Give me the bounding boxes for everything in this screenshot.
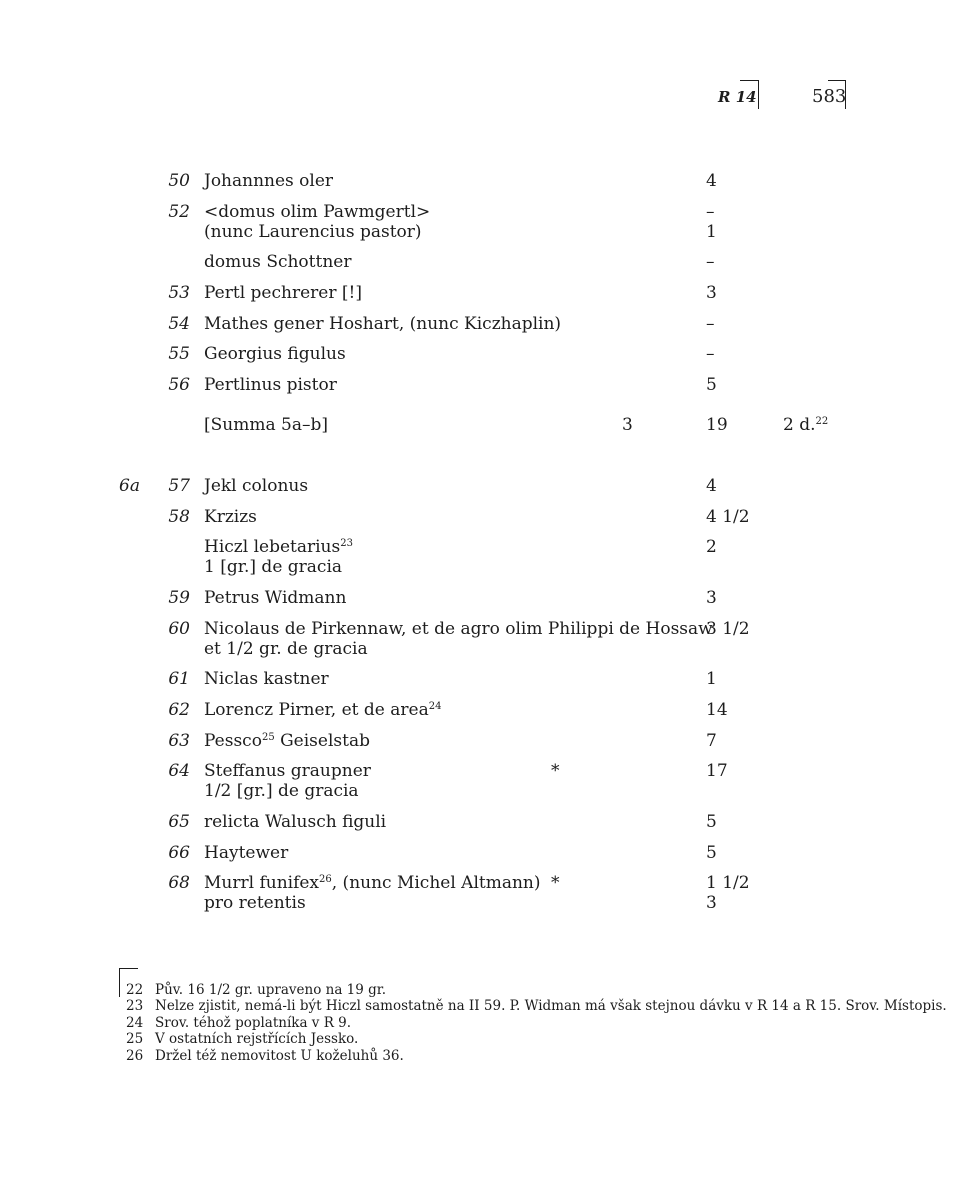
entry-value: 4	[706, 476, 717, 496]
entry-name: Nicolaus de Pirkennaw, et de agro olim Philippi de Hossaw	[204, 619, 713, 639]
footnote-text: V ostatních rejstřících Jessko.	[155, 1031, 359, 1047]
footnote-text: Nelze zjistit, nemá-li být Hiczl samostatně na II 59. P. Widman má však stejnou dávku v R 14 a R 15. Srov. Místopis.	[155, 998, 947, 1014]
footnote-text: Srov. téhož poplatníka v R 9.	[155, 1015, 352, 1031]
entry-number: 57	[168, 476, 190, 496]
entry-value: 7	[706, 731, 717, 751]
entry-name: Jekl colonus	[204, 476, 309, 496]
entry-number: 56	[168, 375, 190, 395]
sum-denarii: 2 d.$^{22}$	[783, 415, 829, 435]
entry-value: 19	[706, 415, 728, 435]
entry-name: Hiczl lebetarius$^{23}$	[204, 537, 353, 557]
entry-name: 1 [gr.] de gracia	[204, 557, 343, 577]
footnote-number: 23	[126, 998, 144, 1014]
entry-name: Petrus Widmann	[204, 588, 347, 608]
entry-number: 50	[168, 171, 190, 191]
entry-value: 2	[706, 537, 717, 557]
entry-name: Pessco$^{25}$ Geiselstab	[204, 731, 370, 751]
entry-name: Georgius figulus	[204, 344, 346, 364]
footnote-text: Pův. 16 1/2 gr. upraveno na 19 gr.	[155, 982, 387, 998]
entry-value: –	[706, 252, 715, 272]
entry-value: 5	[706, 843, 717, 863]
entry-value: 14	[706, 700, 728, 720]
entry-name: Murrl funifex$^{26}$, (nunc Michel Altmann)	[204, 873, 541, 893]
running-header-ref: R 14	[718, 88, 757, 106]
entry-number: 52	[168, 202, 190, 222]
footnote-number: 22	[126, 982, 144, 998]
page-number: 583	[812, 86, 847, 107]
entry-value: –	[706, 314, 715, 334]
entry-name: Krzizs	[204, 507, 257, 527]
footnote-number: 24	[126, 1015, 144, 1031]
entry-number: 58	[168, 507, 190, 527]
entry-name: (nunc Laurencius pastor)	[204, 222, 422, 242]
entry-name: Haytewer	[204, 843, 289, 863]
entry-name: Niclas kastner	[204, 669, 329, 689]
entry-number: 66	[168, 843, 190, 863]
entry-number: 54	[168, 314, 190, 334]
footnote-text: Držel též nemovitost U koželuhů 36.	[155, 1048, 404, 1064]
entry-name: <domus olim Pawmgertl>	[204, 202, 431, 222]
entry-number: 68	[168, 873, 190, 893]
footnote-number: 26	[126, 1048, 144, 1064]
header-bracket	[828, 80, 846, 109]
entry-name: Pertl pechrerer [!]	[204, 283, 362, 303]
entry-number: 60	[168, 619, 190, 639]
entry-name: 1/2 [gr.] de gracia	[204, 781, 359, 801]
entry-name: Pertlinus pistor	[204, 375, 337, 395]
entry-name: Steffanus graupner	[204, 761, 371, 781]
footnote-ref: 23	[340, 538, 353, 549]
entry-name: et 1/2 gr. de gracia	[204, 639, 368, 659]
header-bracket	[740, 80, 759, 109]
entry-name: Johannnes oler	[204, 171, 334, 191]
entry-value: 5	[706, 375, 717, 395]
footnote-ref: 24	[428, 701, 442, 712]
entry-name: domus Schottner	[204, 252, 352, 272]
entry-value: 3 1/2	[706, 619, 750, 639]
entry-value: 1	[706, 222, 717, 242]
entry-value: 1 1/2	[706, 873, 750, 893]
entry-number: 64	[168, 761, 190, 781]
entry-name: Mathes gener Hoshart, (nunc Kiczhaplin)	[204, 314, 562, 334]
entry-number: 59	[168, 588, 190, 608]
asterisk-mark: *	[551, 761, 560, 781]
entry-value: 4	[706, 171, 717, 191]
entry-value: 5	[706, 812, 717, 832]
footnote-ref: 22	[815, 416, 829, 427]
footnote-ref: 25	[261, 732, 275, 743]
entry-name: [Summa 5a–b]	[204, 415, 328, 435]
entry-number: 62	[168, 700, 190, 720]
section-label: 6a	[119, 476, 140, 496]
entry-number: 63	[168, 731, 190, 751]
entry-number: 53	[168, 283, 190, 303]
entry-name: pro retentis	[204, 893, 306, 913]
entry-value: 17	[706, 761, 728, 781]
entry-value: 3	[706, 893, 717, 913]
footnote-ref: 26	[319, 874, 332, 885]
entry-value: 3	[706, 588, 717, 608]
entry-value: –	[706, 202, 715, 222]
entry-name: relicta Walusch figuli	[204, 812, 387, 832]
entry-name: Lorencz Pirner, et de area$^{24}$	[204, 700, 442, 720]
entry-value: 1	[706, 669, 717, 689]
entry-value: 4 1/2	[706, 507, 750, 527]
sum-count: 3	[622, 415, 633, 435]
entry-number: 61	[168, 669, 190, 689]
footnote-number: 25	[126, 1031, 144, 1047]
entry-value: 3	[706, 283, 717, 303]
entry-number: 65	[168, 812, 190, 832]
entry-value: –	[706, 344, 715, 364]
entry-number: 55	[168, 344, 190, 364]
asterisk-mark: *	[551, 873, 560, 893]
